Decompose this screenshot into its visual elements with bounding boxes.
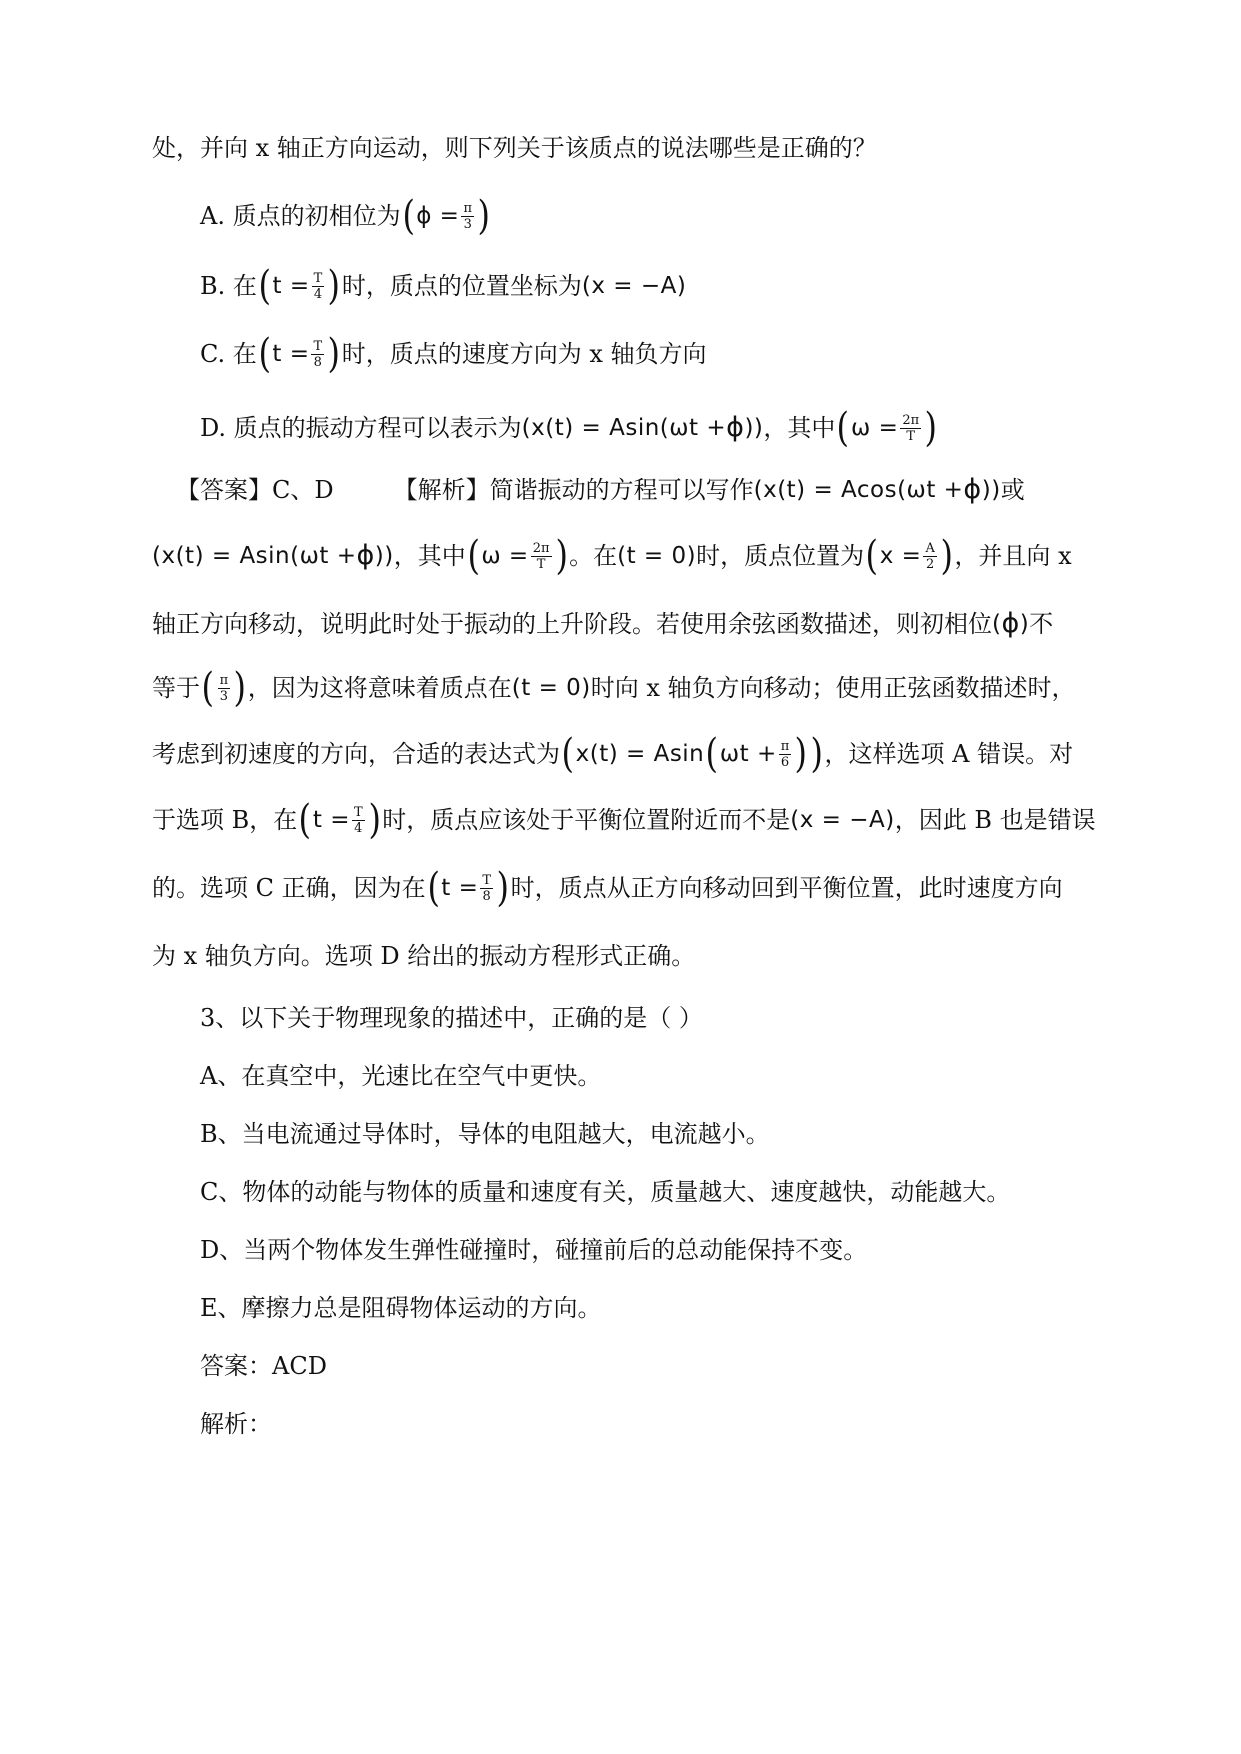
fraction: $\frac{\pi}{3}$ — [219, 672, 229, 704]
fraction: $\frac{T}{4}$ — [313, 270, 323, 302]
fraction: $\frac{T}{4}$ — [353, 804, 363, 836]
question-3-option-e: E、摩擦力总是阻碍物体运动的方向。 — [200, 1294, 602, 1322]
fraction: $\frac{\pi}{3}$ — [463, 200, 473, 232]
analysis-line: 为 x 轴负方向。选项 D 给出的振动方程形式正确。 — [152, 942, 696, 970]
analysis-line: 于选项 B，在 ( t = $\frac{T}{4}$ ) 时，质点应该处于平衡位置附近而不是 (x = −A) ，因此 B 也是错误 — [152, 797, 1096, 843]
fraction: $\frac{A}{2}$ — [925, 540, 935, 572]
analysis-line: 的。选项 C 正确，因为在 ( t = $\frac{T}{8}$ ) 时，质点从正方向移动回到平衡位置，此时速度方向 — [152, 865, 1063, 911]
analysis-line: 轴正方向移动，说明此时处于振动的上升阶段。若使用余弦函数描述，则初相位 ( ϕ ) 不 — [152, 608, 1054, 639]
question-3-option-d: D、当两个物体发生弹性碰撞时，碰撞前后的总动能保持不变。 — [200, 1236, 868, 1264]
option-a: A. 质点的初相位为 ( ϕ = $\frac{\pi}{3}$ ) — [200, 193, 491, 239]
option-b: B. 在 ( t = $\frac{T}{4}$ ) 时，质点的位置坐标为 (x = −A) — [200, 263, 687, 309]
analysis-line: (x(t) = Asin(ωt + ϕ )) ，其中 ( ω = $\frac{2\pi}{T}$ ) 。在 (t = 0) 时，质点位置为 ( x = $\frac{A}{2}$ ) ，并且向 x — [152, 533, 1072, 579]
fraction: $\frac{\pi}{6}$ — [780, 738, 790, 770]
fraction: $\frac{T}{8}$ — [313, 338, 323, 370]
analysis-line: 考虑到初速度的方向，合适的表达式为 ( x(t) = Asin ( ωt + $\frac{\pi}{6}$ ) ) ，这样选项 A 错误。对 — [152, 731, 1074, 777]
question-3-option-a: A、在真空中，光速比在空气中更快。 — [200, 1062, 602, 1090]
question-3-option-b: B、当电流通过导体时，导体的电阻越大，电流越小。 — [200, 1120, 770, 1148]
paragraph-line: 处，并向 x 轴正方向运动，则下列关于该质点的说法哪些是正确的？ — [152, 134, 877, 162]
question-3-analysis: 解析： — [200, 1410, 272, 1438]
question-3-option-c: C、物体的动能与物体的质量和速度有关，质量越大、速度越快，动能越大。 — [200, 1178, 1011, 1206]
option-d: D. 质点的振动方程可以表示为 (x(t) = Asin(ωt + ϕ )) ，其中 ( ω = $\frac{2\pi}{T}$ ) — [200, 405, 938, 451]
fraction: $\frac{2\pi}{T}$ — [902, 412, 920, 444]
analysis-line: 等于 ( $\frac{\pi}{3}$ ) ，因为这将意味着质点在 (t = 0) 时向 x 轴负方向移动；使用正弦函数描述时， — [152, 665, 1076, 711]
fraction: $\frac{2\pi}{T}$ — [532, 540, 550, 572]
answer-line: 【答案】C、D 【解析】简谐振动的方程可以写作 (x(t) = Acos(ωt + ϕ )) 或 — [176, 474, 1025, 505]
question-3: 3、以下关于物理现象的描述中，正确的是（ ） — [200, 1004, 703, 1032]
fraction: $\frac{T}{8}$ — [482, 872, 492, 904]
question-3-answer: 答案：ACD — [200, 1352, 327, 1380]
option-c: C. 在 ( t = $\frac{T}{8}$ ) 时，质点的速度方向为 x 轴负方向 — [200, 331, 707, 377]
